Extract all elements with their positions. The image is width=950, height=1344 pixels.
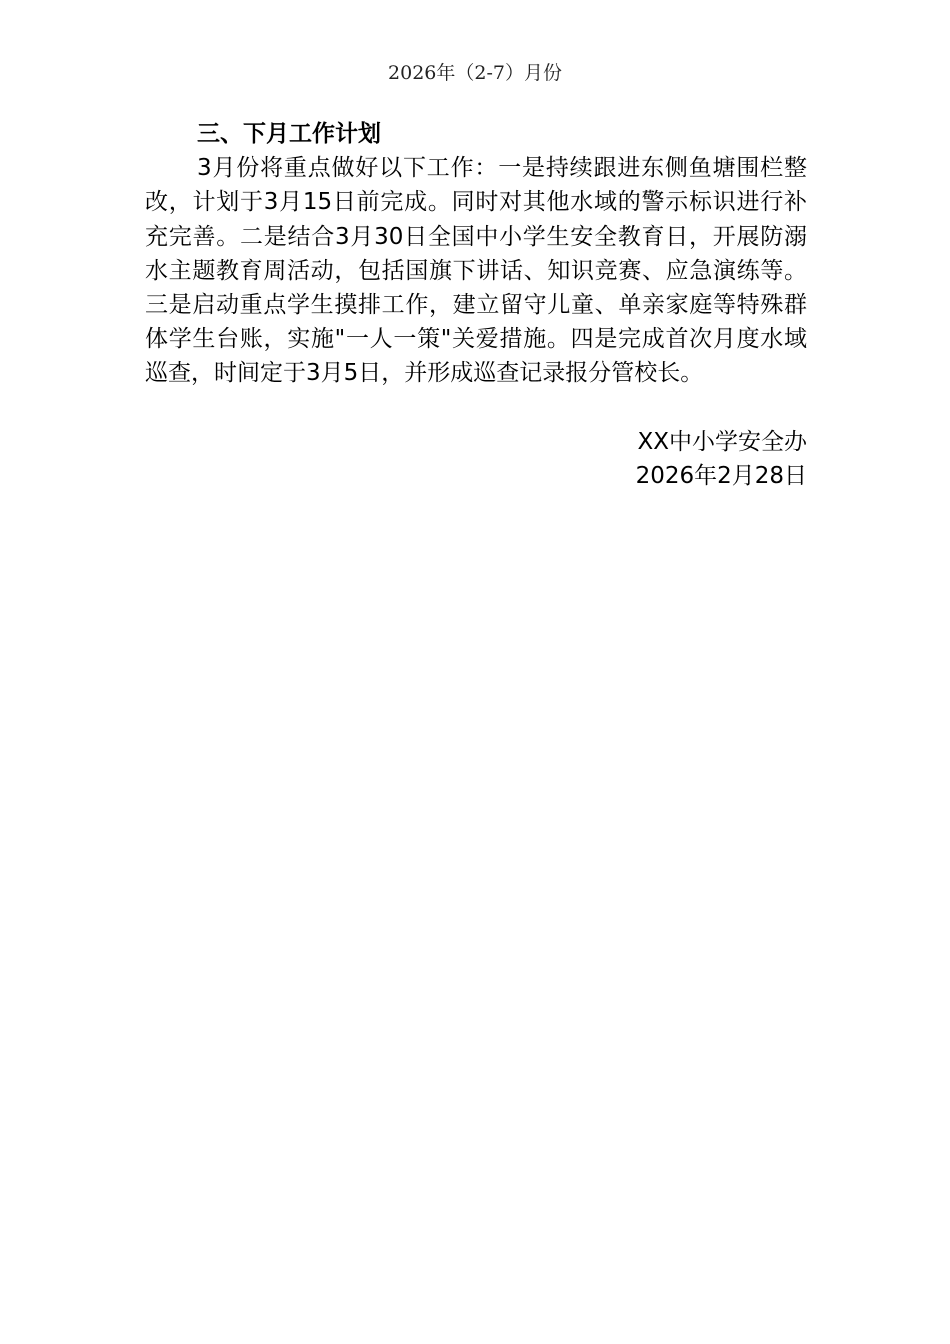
signature-block	[145, 425, 807, 493]
document-body	[145, 117, 807, 493]
signature-date: 2026年2月28日	[635, 462, 807, 489]
signature-organization: XX中小学安全办	[637, 428, 807, 455]
section-heading: 三、下月工作计划	[197, 121, 381, 147]
section-paragraph: 3月份将重点做好以下工作：一是持续跟进东侧鱼塘围栏整改，计划于3月15日前完成。同时对其他水域的警示标识进行补充完善。二是结合3月30日全国中小学生安全教育日，开展防溺水主题教育周活动，包括国旗下讲话、知识竞赛、应急演练等。三是启动重点学生摸排工作，建立留守儿童、单亲家庭等特殊群体学生台账，实施"一人一策"关爱措施。四是完成首次月度水域巡查，时间定于3月5日，并形成巡查记录报分管校长。	[145, 155, 807, 387]
page-header: 2026年（2-7）月份	[388, 62, 562, 84]
